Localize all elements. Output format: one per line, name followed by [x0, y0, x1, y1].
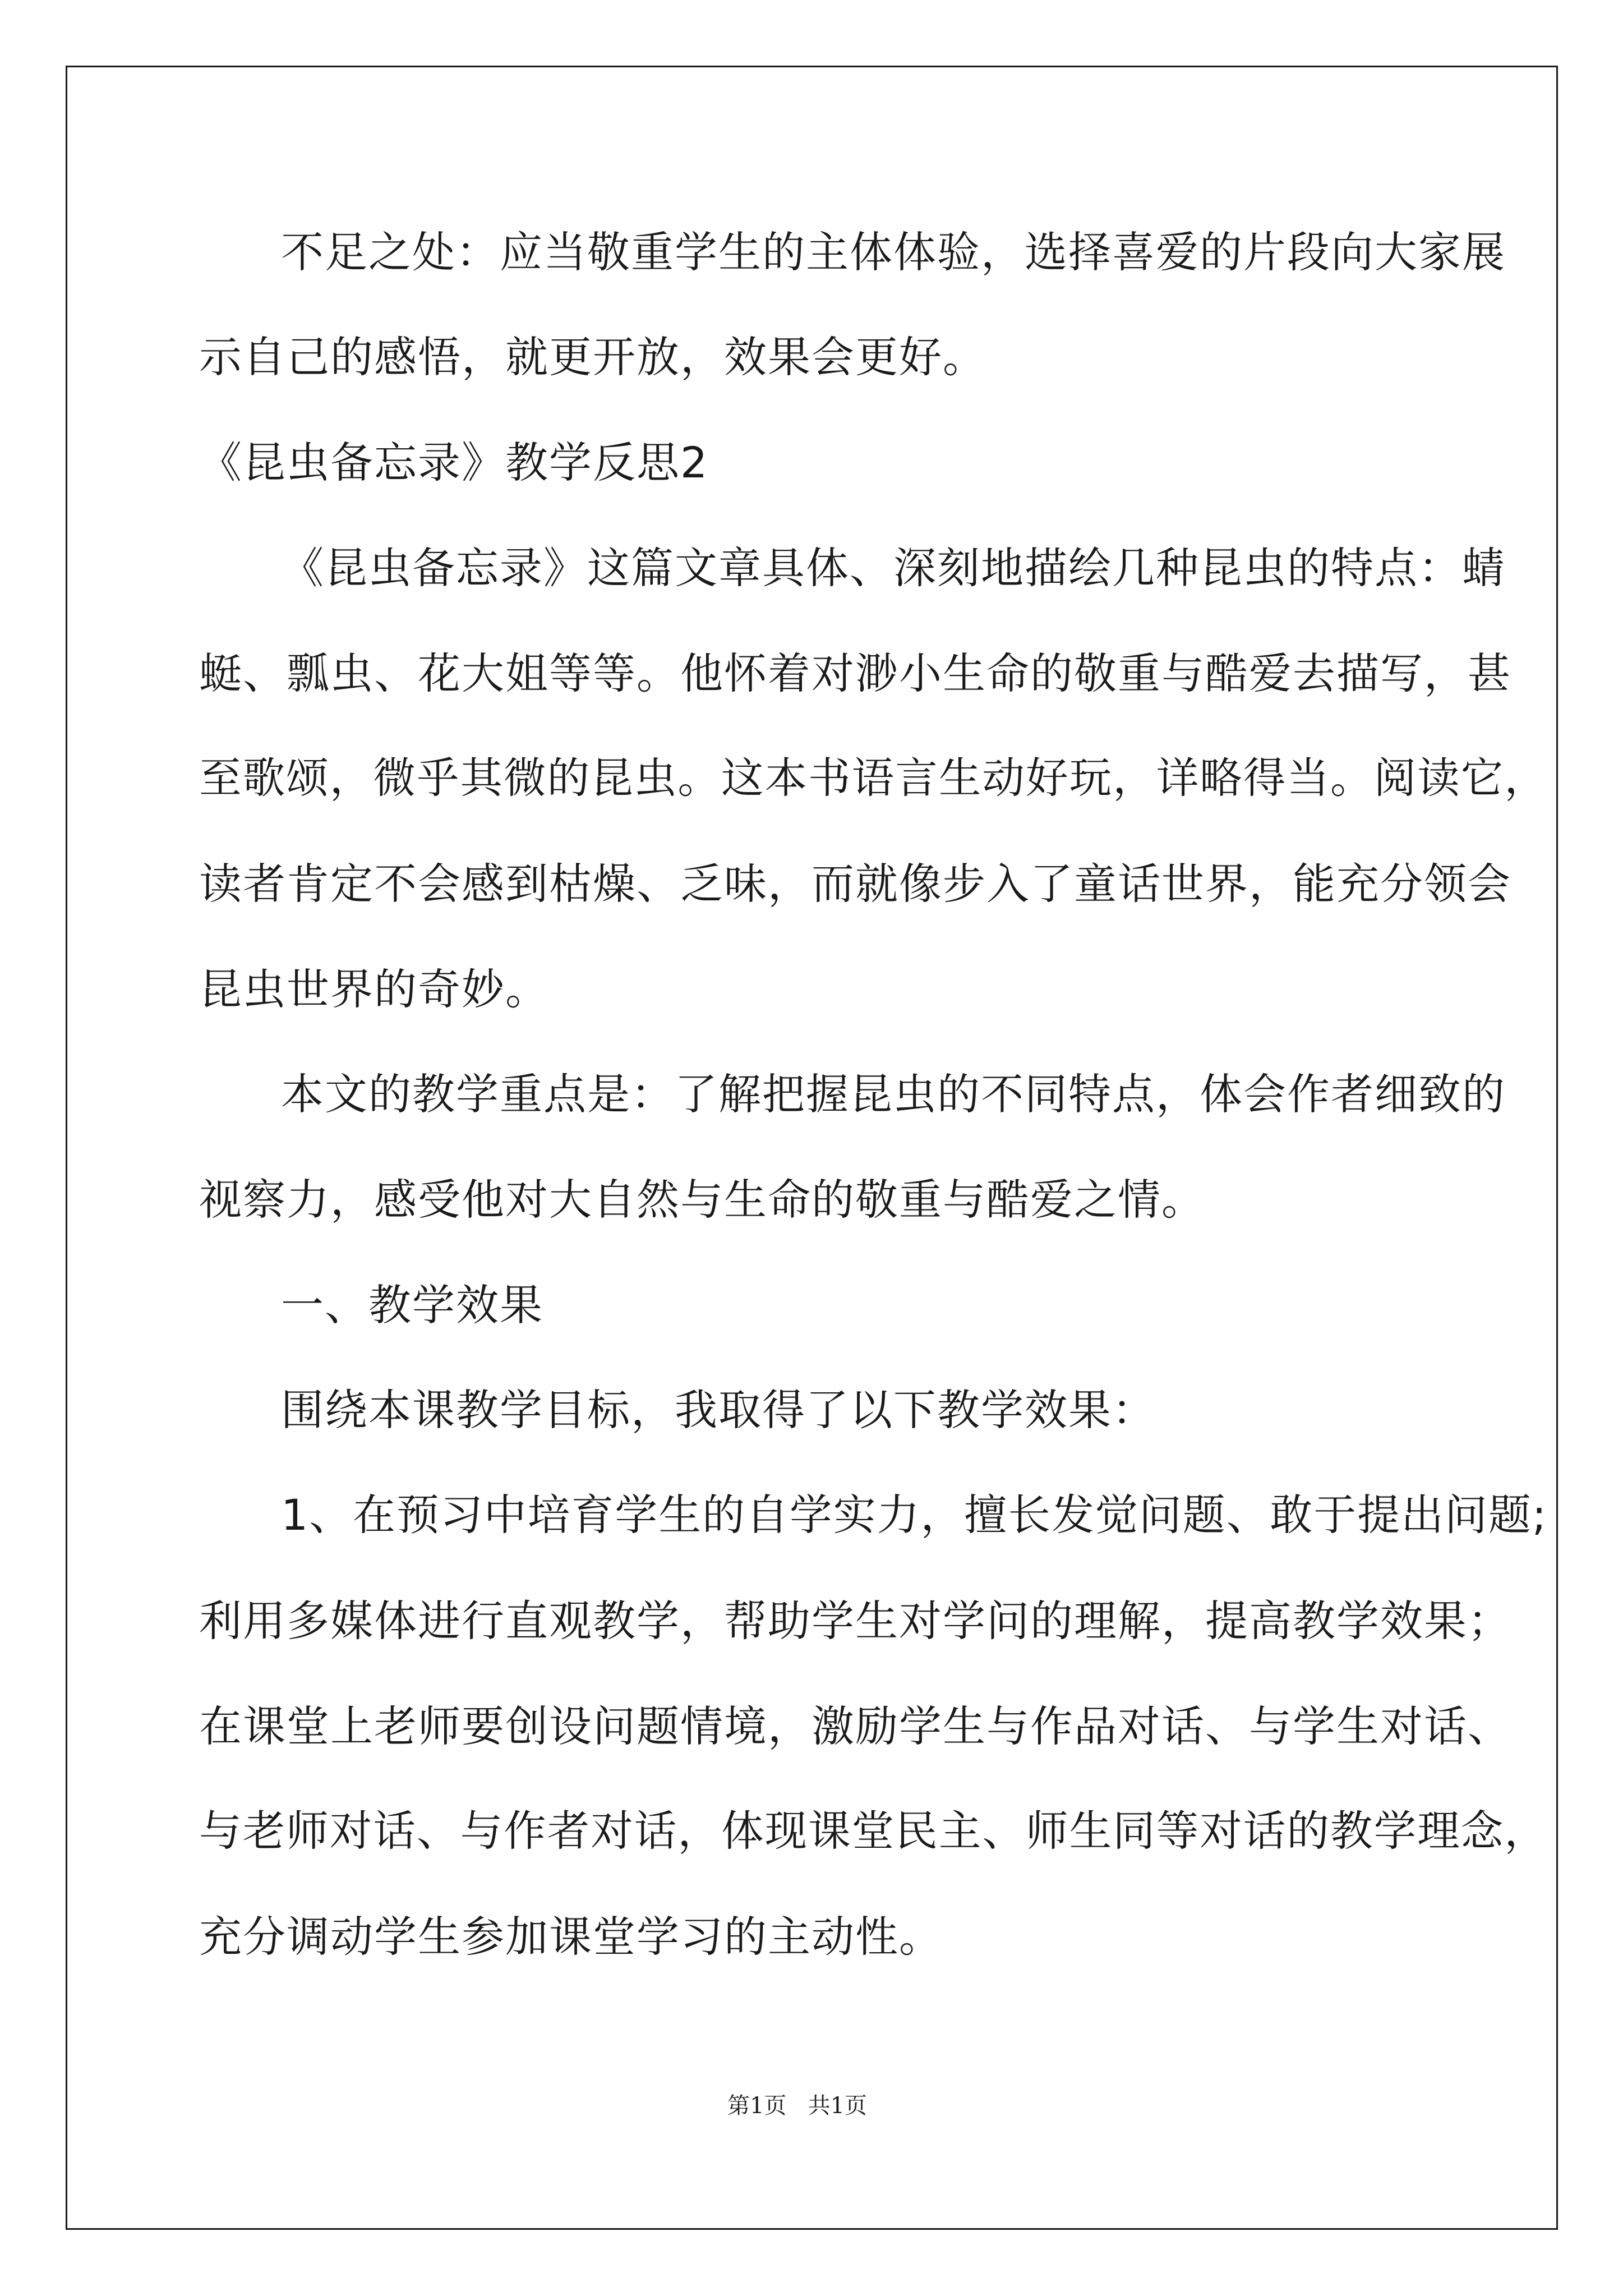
- body-line: 不足之处：应当敬重学生的主体体验，选择喜爱的片段向大家展: [281, 227, 1506, 277]
- body-line: 昆虫世界的奇妙。: [199, 964, 549, 1014]
- body-line: 蜓、瓢虫、花大姐等等。他怀着对渺小生命的敬重与酷爱去描写，甚: [199, 648, 1511, 698]
- body-line: 利用多媒体进行直观教学，帮助学生对学问的理解，提高教学效果；: [199, 1596, 1511, 1646]
- page-footer: 第1页 共1页: [727, 2093, 868, 2119]
- section-heading: 一、教学效果: [281, 1280, 543, 1330]
- body-line: 在课堂上老师要创设问题情境，激励学生与作品对话、与学生对话、: [199, 1701, 1511, 1751]
- body-line: 与老师对话、与作者对话，体现课堂民主、师生同等对话的教学理念，: [199, 1806, 1548, 1856]
- body-line: 视察力，感受他对大自然与生命的敬重与酷爱之情。: [199, 1175, 1205, 1225]
- body-line: 读者肯定不会感到枯燥、乏味，而就像步入了童话世界，能充分领会: [199, 859, 1511, 909]
- section-heading: 《昆虫备忘录》教学反思2: [199, 438, 709, 487]
- body-line: 本文的教学重点是：了解把握昆虫的不同特点，体会作者细致的: [281, 1069, 1506, 1119]
- body-line: 1、在预习中培育学生的自学实力，擅长发觉问题、敢于提出问题;: [281, 1490, 1548, 1540]
- body-line: 围绕本课教学目标，我取得了以下教学效果：: [281, 1385, 1156, 1435]
- body-line: 充分调动学生参加课堂学习的主动性。: [199, 1912, 943, 1962]
- page-border: [66, 66, 1558, 2230]
- body-line: 《昆虫备忘录》这篇文章具体、深刻地描绘几种昆虫的特点：蜻: [281, 543, 1506, 593]
- body-line: 示自己的感悟，就更开放，效果会更好。: [199, 332, 986, 382]
- body-line: 至歌颂，微乎其微的昆虫。这本书语言生动好玩，详略得当。阅读它，: [199, 753, 1548, 803]
